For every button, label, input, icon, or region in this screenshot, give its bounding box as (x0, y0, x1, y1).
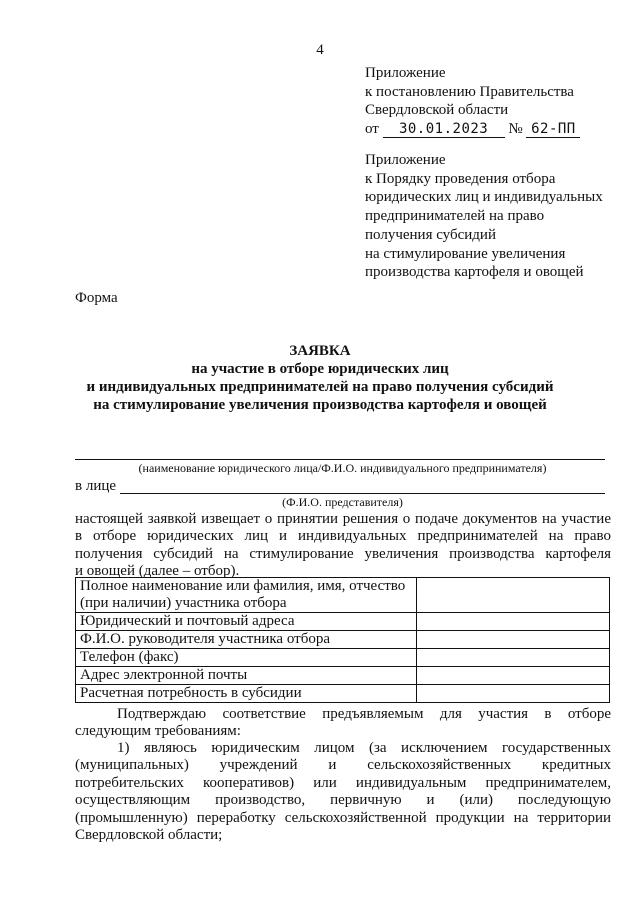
appendix-line: к Порядку проведения отбора (365, 170, 556, 187)
table-row (76, 667, 610, 685)
intro-paragraph (75, 511, 611, 581)
row-value-cell[interactable] (417, 667, 610, 685)
page-number: 4 (316, 42, 324, 58)
resolution-number: 62-ПП (526, 122, 580, 138)
requirement-line: (промышленную) переработку сельскохозяйственной продукции на территории (75, 809, 611, 826)
appendix-line: производства картофеля и овощей (365, 264, 584, 281)
appendix-line: к постановлению Правительства (365, 83, 574, 100)
row-label-line: Расчетная потребность в субсидии (80, 685, 302, 701)
subtitle-line: и индивидуальных предпринимателей на право получения субсидий (86, 379, 554, 395)
row-label-line: Юридический и почтовый адреса (80, 613, 295, 629)
intro-line: и овощей (далее – отбор). (75, 563, 240, 580)
row-value-cell[interactable] (417, 578, 610, 613)
confirm-line: Подтверждаю соответствие предъявляемым для участия в отборе (117, 706, 611, 722)
requirement-item-1 (75, 740, 611, 844)
subtitle-line: на стимулирование увеличения производства картофеля и овощей (93, 397, 547, 413)
intro-line: в отборе юридических лиц и индивидуальных предпринимателей на право (75, 528, 611, 545)
appendix-line: Приложение (365, 65, 446, 81)
row-value-cell[interactable] (417, 631, 610, 649)
requirement-line: Свердловской области; (75, 827, 223, 844)
row-value-cell[interactable] (417, 649, 610, 667)
row-label (76, 631, 417, 649)
table-row (76, 685, 610, 703)
from-label: от (365, 121, 379, 138)
table-row (76, 631, 610, 649)
appendix-line: юридических лиц и индивидуальных (365, 189, 603, 206)
subtitle-line: на участие в отборе юридических лиц (191, 361, 449, 377)
appendix-selection-procedure (365, 151, 603, 282)
participant-info-table (75, 577, 610, 703)
confirm-paragraph (75, 706, 611, 741)
requirement-line: осуществляющим производство, первичную и (или) последующую (75, 792, 611, 809)
appendix-line: Приложение (365, 152, 446, 168)
table-row (76, 649, 610, 667)
row-value-cell[interactable] (417, 685, 610, 703)
row-label (76, 578, 417, 613)
intro-line: настоящей заявкой извещает о принятии решения о подаче документов на участие (75, 511, 611, 527)
document-title: ЗАЯВКА (289, 343, 351, 359)
resolution-date-number (365, 120, 580, 139)
row-label-line: Полное наименование или фамилия, имя, отчество (80, 578, 406, 594)
representative-name-field[interactable] (120, 493, 605, 494)
appendix-line: на стимулирование увеличения (365, 245, 566, 262)
number-sign: № (508, 121, 523, 138)
requirement-line: (муниципальных) учреждений и сельскохозяйственных кредитных (75, 757, 611, 774)
row-label (76, 649, 417, 667)
document-subtitle (0, 360, 640, 414)
applicant-name-field[interactable] (75, 459, 605, 460)
resolution-date: 30.01.2023 (383, 122, 505, 138)
table-row (76, 613, 610, 631)
confirm-line: следующим требованиям: (75, 723, 241, 740)
requirement-line: потребительских кооперативов) или индивидуальным предпринимателем, (75, 774, 611, 791)
appendix-line: предпринимателей на право (365, 208, 545, 225)
row-label (76, 613, 417, 631)
row-label (76, 685, 417, 703)
appendix-line: Свердловской области (365, 102, 509, 119)
row-label-line: (при наличии) участника отбора (80, 595, 287, 611)
applicant-caption: (наименование юридического лица/Ф.И.О. индивидуального предпринимателя) (138, 461, 547, 475)
representative-caption: (Ф.И.О. представителя) (282, 495, 403, 509)
intro-line: получения субсидий на стимулирование увеличения производства картофеля (75, 545, 611, 562)
table-row (76, 578, 610, 613)
row-value-cell[interactable] (417, 613, 610, 631)
row-label (76, 667, 417, 685)
row-label-line: Адрес электронной почты (80, 667, 248, 683)
in-person-label: в лице (75, 478, 117, 494)
row-label-line: Телефон (факс) (80, 649, 179, 665)
requirement-line: 1) являюсь юридическим лицом (за исключением государственных (117, 740, 611, 756)
form-label: Форма (75, 290, 118, 306)
appendix-government-resolution (365, 64, 580, 139)
row-label-line: Ф.И.О. руководителя участника отбора (80, 631, 330, 647)
appendix-line: получения субсидий (365, 226, 496, 243)
